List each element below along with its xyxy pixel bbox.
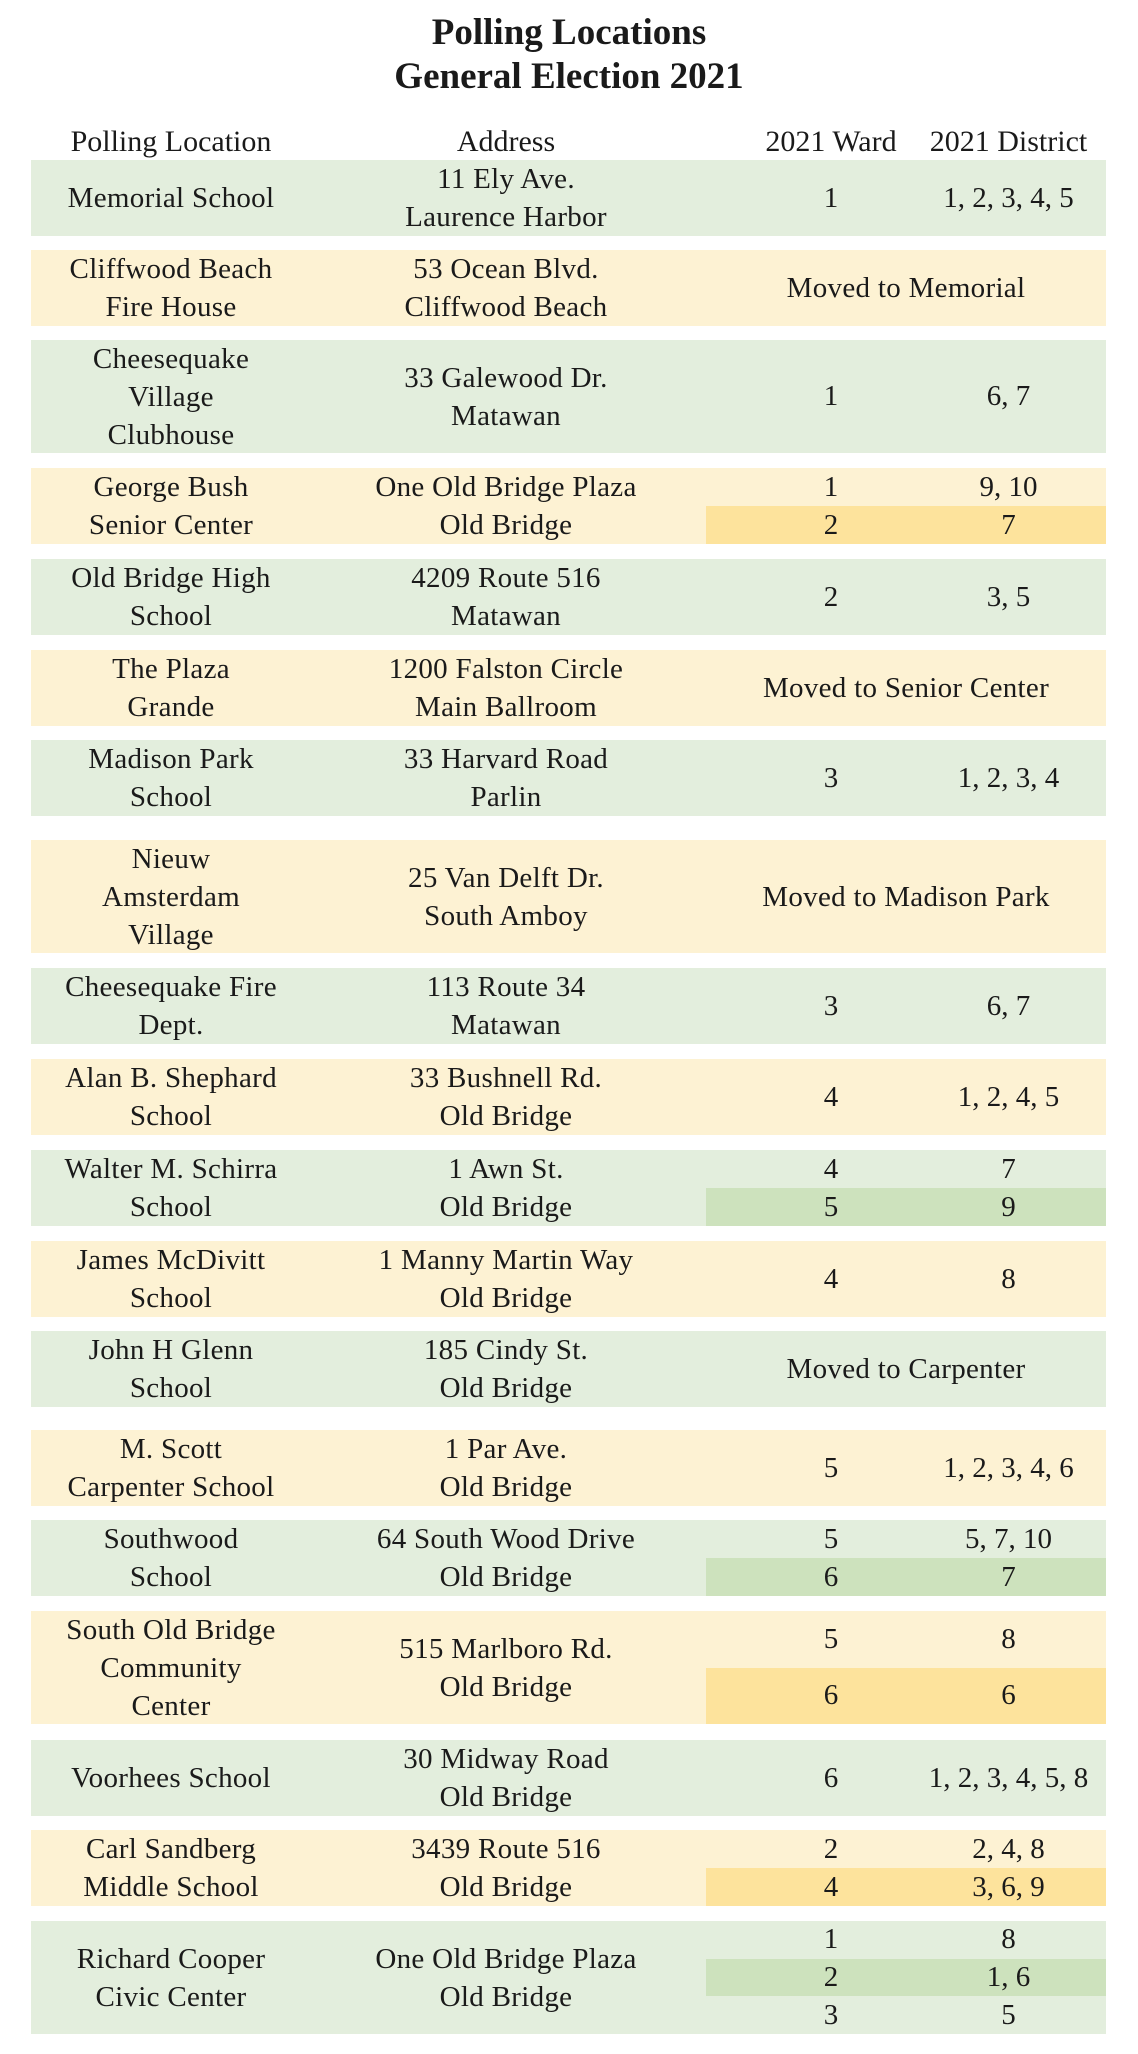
address-cell-line: 11 Ely Ave.	[437, 163, 575, 195]
table-row	[31, 1520, 1106, 1596]
address-cell	[311, 559, 701, 635]
table-row	[31, 1430, 1106, 1506]
location-cell-line: School	[129, 1282, 213, 1314]
table-row	[31, 250, 1106, 326]
address-cell-line: 64 South Wood Drive	[376, 1523, 636, 1555]
ward-district-entry	[706, 1830, 1106, 1868]
location-cell-line: Village	[128, 918, 214, 951]
address-cell-line: Old Bridge	[439, 1670, 573, 1703]
ward-district-entry	[706, 1520, 1106, 1558]
address-cell-line: One Old Bridge Plaza	[375, 471, 637, 503]
location-cell-line: Carpenter School	[67, 1471, 275, 1503]
address-cell-line: Old Bridge	[439, 1100, 573, 1132]
ward-district-entry	[706, 1740, 1106, 1816]
ward-district-entry	[706, 1921, 1106, 1959]
ward-value: 3	[823, 761, 839, 794]
location-cell	[31, 1331, 311, 1407]
district-value: 8	[1001, 1923, 1016, 1956]
location-cell	[31, 1611, 311, 1724]
address-cell	[311, 468, 701, 544]
district-value: 1, 2, 4, 5	[957, 1080, 1060, 1113]
location-cell-line: Dept.	[138, 1009, 204, 1041]
table-row	[31, 1331, 1106, 1407]
district-value: 1, 6	[986, 1960, 1031, 1993]
district-value: 3, 6, 9	[972, 1870, 1045, 1903]
address-cell-line: 30 Midway Road	[403, 1743, 609, 1775]
address-cell	[311, 1520, 701, 1596]
district-value: 1, 2, 3, 4, 5	[943, 181, 1074, 214]
district-value: 2, 4, 8	[972, 1832, 1045, 1865]
district-value: 5	[1001, 1998, 1016, 2031]
location-cell-line: Alan B. Shephard	[65, 1062, 277, 1094]
district-value: 1, 2, 3, 4, 6	[943, 1451, 1074, 1484]
table-row	[31, 160, 1106, 236]
location-cell-line: School	[129, 600, 213, 632]
address-cell-line: Matawan	[450, 600, 561, 632]
district-value: 6, 7	[986, 989, 1031, 1022]
moved-note: Moved to Madison Park	[762, 880, 1050, 913]
table-row	[31, 340, 1106, 453]
address-cell-line: 4209 Route 516	[411, 562, 601, 594]
address-cell	[311, 1241, 701, 1317]
ward-district-entry	[706, 1611, 1106, 1668]
address-cell-line: Old Bridge	[439, 1871, 573, 1903]
ward-district-entry	[706, 340, 1106, 453]
ward-value: 6	[823, 1679, 839, 1712]
location-cell-line: Walter M. Schirra	[64, 1153, 278, 1185]
address-cell-line: 33 Bushnell Rd.	[409, 1062, 603, 1094]
address-cell-line: Old Bridge	[439, 1282, 573, 1314]
ward-district-entry	[706, 160, 1106, 236]
ward-value: 5	[823, 1190, 839, 1223]
district-value: 5, 7, 10	[965, 1522, 1052, 1555]
location-cell-line: Nieuw	[131, 842, 211, 875]
ward-value: 6	[823, 1560, 839, 1593]
district-value: 8	[1001, 1622, 1016, 1655]
address-cell-line: Old Bridge	[439, 509, 573, 541]
ward-value: 1	[823, 470, 839, 503]
location-cell-line: Clubhouse	[107, 418, 235, 451]
address-cell-line: 1 Manny Martin Way	[378, 1244, 634, 1276]
location-cell-line: Community	[100, 1651, 242, 1684]
address-cell	[311, 1611, 701, 1724]
page-title: Polling Locations	[431, 12, 707, 53]
location-cell-line: School	[129, 1100, 213, 1132]
ward-value: 4	[823, 1080, 839, 1113]
address-cell	[311, 1430, 701, 1506]
address-cell	[311, 1830, 701, 1906]
location-cell-line: School	[129, 1561, 213, 1593]
address-cell	[311, 340, 701, 453]
address-cell	[311, 1331, 701, 1407]
address-cell-line: Old Bridge	[439, 1980, 573, 2013]
address-cell-line: 33 Galewood Dr.	[404, 361, 608, 394]
address-cell-line: 3439 Route 516	[411, 1833, 601, 1865]
ward-district-entry	[706, 1996, 1106, 2034]
location-cell-line: Fire House	[105, 291, 237, 323]
table-row	[31, 1059, 1106, 1135]
ward-value: 2	[823, 580, 839, 613]
location-cell-line: School	[129, 1191, 213, 1223]
location-cell	[31, 1830, 311, 1906]
district-value: 7	[1001, 508, 1016, 541]
district-value: 6	[1001, 1679, 1016, 1712]
location-cell-line: Madison Park	[88, 743, 254, 775]
district-value: 7	[1001, 1152, 1016, 1185]
table-row	[31, 1150, 1106, 1226]
address-cell-line: Matawan	[450, 1009, 561, 1041]
ward-district-entry	[706, 1150, 1106, 1188]
moved-note: Moved to Memorial	[786, 272, 1026, 304]
address-cell-line: 1200 Falston Circle	[388, 653, 624, 685]
table-row	[31, 1921, 1106, 2034]
page-subtitle: General Election 2021	[394, 56, 744, 97]
ward-district-entry	[706, 1059, 1106, 1135]
address-cell-line: Old Bridge	[439, 1561, 573, 1593]
ward-value: 3	[823, 989, 839, 1022]
table-row	[31, 1830, 1106, 1906]
district-value: 8	[1001, 1262, 1016, 1295]
table-row	[31, 468, 1106, 544]
location-cell-line: Grande	[127, 691, 215, 723]
ward-district-entry	[706, 1668, 1106, 1725]
location-cell-line: Amsterdam	[101, 880, 240, 913]
address-cell-line: Old Bridge	[439, 1372, 573, 1404]
address-cell	[311, 650, 701, 726]
moved-note: Moved to Carpenter	[786, 1353, 1026, 1385]
location-cell-line: Cheesequake	[92, 342, 250, 375]
address-cell	[311, 1740, 701, 1816]
table-row	[31, 840, 1106, 953]
address-cell-line: 25 Van Delft Dr.	[408, 861, 604, 894]
address-cell-line: 33 Harvard Road	[403, 743, 609, 775]
table-row	[31, 740, 1106, 816]
table-row	[31, 968, 1106, 1044]
table-row	[31, 1611, 1106, 1724]
location-cell	[31, 250, 311, 326]
location-cell	[31, 740, 311, 816]
ward-value: 1	[823, 181, 839, 214]
district-value: 9	[1001, 1190, 1016, 1223]
location-cell	[31, 1520, 311, 1596]
header-address: Address	[456, 125, 556, 158]
ward-value: 3	[823, 1998, 839, 2031]
ward-value: 6	[823, 1761, 839, 1794]
location-cell	[31, 468, 311, 544]
district-value: 1, 2, 3, 4	[957, 761, 1060, 794]
ward-value: 4	[823, 1152, 839, 1185]
header-district: 2021 District	[929, 125, 1088, 158]
ward-district-entry	[706, 1959, 1106, 1997]
location-cell-line: School	[129, 781, 213, 813]
location-cell-line: Carl Sandberg	[85, 1833, 257, 1865]
location-cell-line: M. Scott	[119, 1433, 223, 1465]
ward-district-entry	[706, 1430, 1106, 1506]
ward-district-entry	[706, 968, 1106, 1044]
location-cell-line: Civic Center	[95, 1980, 247, 2013]
address-cell-line: South Amboy	[424, 899, 588, 932]
address-cell-line: 185 Cindy St.	[423, 1334, 589, 1366]
location-cell-line: Old Bridge High	[71, 562, 271, 594]
location-cell-line: Richard Cooper	[76, 1942, 266, 1975]
location-cell	[31, 968, 311, 1044]
location-cell-line: Cheesequake Fire	[65, 971, 277, 1003]
address-cell-line: Laurence Harbor	[405, 201, 607, 233]
location-cell-line: Southwood	[103, 1523, 239, 1555]
address-cell-line: 515 Marlboro Rd.	[399, 1632, 613, 1665]
location-cell	[31, 1059, 311, 1135]
address-cell-line: Parlin	[470, 781, 542, 813]
location-cell-line: George Bush	[93, 471, 249, 503]
address-cell-line: Main Ballroom	[415, 691, 597, 723]
location-cell	[31, 1241, 311, 1317]
location-cell-line: The Plaza	[112, 653, 230, 685]
location-cell	[31, 840, 311, 953]
address-cell	[311, 250, 701, 326]
district-value: 3, 5	[986, 580, 1031, 613]
ward-value: 5	[823, 1622, 839, 1655]
location-cell-line: Village	[128, 380, 214, 413]
location-cell	[31, 1150, 311, 1226]
ward-district-entry	[706, 1868, 1106, 1906]
location-cell	[31, 340, 311, 453]
table-row	[31, 1740, 1106, 1816]
table-row	[31, 1241, 1106, 1317]
location-cell-line: Middle School	[83, 1871, 259, 1903]
ward-district-entry	[706, 559, 1106, 635]
location-cell	[31, 559, 311, 635]
district-value: 6, 7	[986, 380, 1031, 412]
header-ward: 2021 Ward	[765, 125, 897, 158]
location-cell-line: Memorial School	[67, 182, 275, 214]
ward-value: 4	[823, 1262, 839, 1295]
location-cell	[31, 1430, 311, 1506]
location-cell	[31, 650, 311, 726]
address-cell-line: Old Bridge	[439, 1471, 573, 1503]
ward-value: 2	[823, 508, 839, 541]
location-cell-line: Cliffwood Beach	[69, 253, 273, 285]
location-cell-line: South Old Bridge	[66, 1613, 276, 1646]
ward-district-entry	[706, 468, 1106, 506]
address-cell	[311, 1921, 701, 2034]
location-cell	[31, 1740, 311, 1816]
address-cell-line: 113 Route 34	[426, 971, 586, 1003]
location-cell-line: Center	[131, 1689, 211, 1722]
moved-note: Moved to Senior Center	[762, 672, 1050, 704]
ward-district-entry	[706, 740, 1106, 816]
ward-value: 1	[823, 380, 839, 412]
address-cell-line: 53 Ocean Blvd.	[413, 253, 599, 285]
ward-value: 5	[823, 1522, 839, 1555]
ward-district-entry	[706, 1188, 1106, 1226]
address-cell-line: Old Bridge	[439, 1191, 573, 1223]
address-cell	[311, 740, 701, 816]
ward-district-entry	[706, 506, 1106, 544]
address-cell	[311, 160, 701, 236]
location-cell-line: Senior Center	[88, 509, 254, 541]
address-cell	[311, 1150, 701, 1226]
address-cell-line: Matawan	[450, 399, 561, 432]
location-cell-line: Voorhees School	[71, 1762, 271, 1794]
ward-district-entry	[706, 1558, 1106, 1596]
address-cell-line: Cliffwood Beach	[404, 291, 608, 323]
ward-value: 2	[823, 1832, 839, 1865]
location-cell-line: School	[129, 1372, 213, 1404]
table-row	[31, 650, 1106, 726]
address-cell-line: 1 Par Ave.	[444, 1433, 568, 1465]
ward-value: 2	[823, 1960, 839, 1993]
district-value: 7	[1001, 1560, 1016, 1593]
table-row	[31, 559, 1106, 635]
address-cell	[311, 840, 701, 953]
address-cell-line: Old Bridge	[439, 1781, 573, 1813]
ward-value: 5	[823, 1451, 839, 1484]
ward-value: 4	[823, 1870, 839, 1903]
location-cell	[31, 160, 311, 236]
location-cell-line: John H Glenn	[88, 1334, 254, 1366]
district-value: 9, 10	[979, 470, 1038, 503]
location-cell-line: James McDivitt	[76, 1244, 266, 1276]
address-cell-line: 1 Awn St.	[448, 1153, 564, 1185]
location-cell	[31, 1921, 311, 2034]
address-cell	[311, 1059, 701, 1135]
address-cell-line: One Old Bridge Plaza	[375, 1942, 637, 1975]
address-cell	[311, 968, 701, 1044]
header-location: Polling Location	[70, 125, 272, 158]
ward-district-entry	[706, 1241, 1106, 1317]
district-value: 1, 2, 3, 4, 5, 8	[928, 1761, 1089, 1794]
ward-value: 1	[823, 1923, 839, 1956]
